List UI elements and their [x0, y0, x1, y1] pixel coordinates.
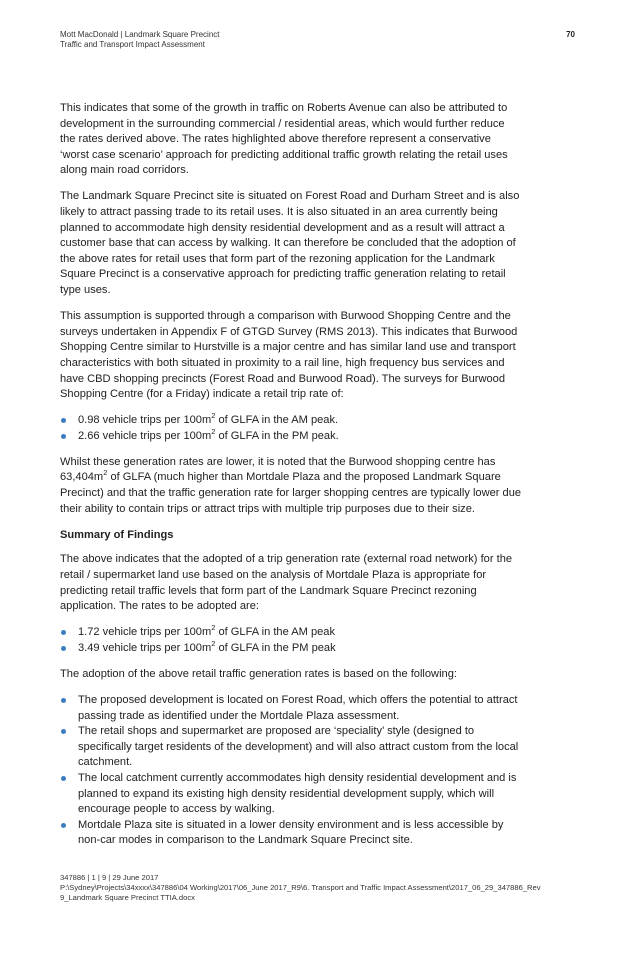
- bullet-list: [60, 625, 522, 656]
- list-item: 0.98 vehicle trips per $100m^2$ of GLFA in the AM peak.: [60, 413, 522, 429]
- page-footer: [60, 859, 550, 902]
- list-item: 3.49 vehicle trips per $100m^2$ of GLFA in the PM peak: [60, 641, 522, 657]
- header-subtitle: Traffic and Transport Impact Assessment: [60, 40, 205, 49]
- footer-reference: 347886 | 1 | 9 | 29 June 2017: [60, 873, 159, 883]
- paragraph: This assumption is supported through a comparison with Burwood Shopping Centre and the surveys undertaken in Appendix F of GTGD Survey (RMS 2013). This indicates that Burwood Shopping Centre similar to Hurstville is a major centre and has similar land use and transport characteristics with both situated in proximity to a rail line, high frequency bus services and have CBD shopping precincts (Forest Road and Burwood Road). The surveys for Burwood Shopping Centre (for a Friday) indicate a retail trip rate of:: [60, 310, 518, 401]
- header-title: Mott MacDonald | Landmark Square Precinct: [60, 30, 220, 39]
- bullet-icon: [61, 418, 66, 423]
- paragraph: The above indicates that the adopted of a trip generation rate (external road network) for the retail / supermarket land use based on the analysis of Mortdale Plaza is appropriate for predicting retail traffic levels that form part of the Landmark Square Precinct rezoning application. The rates to be adopted are:: [60, 553, 513, 613]
- bullet-icon: [61, 646, 66, 651]
- bullet-icon: [61, 434, 66, 439]
- section-heading: Summary of Findings: [60, 528, 174, 541]
- paragraph: This indicates that some of the growth in traffic on Roberts Avenue can also be attributed to development in the surrounding commercial / residential areas, which would further reduce the rates derived above. The rates highlighted above therefore represent a conservative ‘worst case scenario’ approach for predicting additional traffic growth relating the retail uses along main road corridors.: [60, 102, 508, 177]
- bullet-icon: [61, 729, 66, 734]
- list-item: The proposed development is located on Forest Road, which offers the potential to attract passing trade as identified under the Mortdale Plaza assessment.: [60, 693, 522, 724]
- bullet-icon: [61, 630, 66, 635]
- bullet-list: [60, 413, 522, 444]
- list-item: The retail shops and supermarket are proposed are ‘speciality’ style (designed to specifically target residents of the development) and will also attract custom from the local catchment.: [60, 724, 522, 771]
- page-header: [60, 30, 219, 50]
- page-number: 70: [566, 30, 575, 39]
- bullet-list: [60, 693, 522, 849]
- list-item: Mortdale Plaza site is situated in a lower density environment and is less accessible by non-car modes in comparison to the Landmark Square Precinct site.: [60, 818, 522, 849]
- paragraph: Whilst these generation rates are lower, it is noted that the Burwood shopping centre has $63,404m^2$ of GLFA (much higher than Mortdale Plaza and the proposed Landmark Square Precinct) and that the traffic generation rate for larger shopping centres are typically lower due their ability to contain trips or attract trips with multiple trip purposes due to their size.: [60, 455, 522, 515]
- bullet-icon: [61, 698, 66, 703]
- document-body: [60, 101, 522, 859]
- paragraph: The adoption of the above retail traffic generation rates is based on the following:: [60, 667, 457, 680]
- footer-file-path: P:\Sydney\Projects\34xxxx\347886\04 Working\2017\06_June 2017_R9\6. Transport and Traffic Impact Assessment\2017_06_29_347886_Rev 9_Landmark Square Precinct TTIA.docx: [60, 883, 541, 902]
- bullet-icon: [61, 823, 66, 828]
- bullet-icon: [61, 776, 66, 781]
- list-item: 2.66 vehicle trips per $100m^2$ of GLFA in the PM peak.: [60, 429, 522, 445]
- list-item: The local catchment currently accommodates high density residential development and is planned to expand its existing high density residential development supply, which will encourage people to access by walking.: [60, 771, 522, 818]
- paragraph: The Landmark Square Precinct site is situated on Forest Road and Durham Street and is also likely to attract passing trade to its retail uses. It is also situated in an area currently being planned to accommodate high density residential development and as a result will attract a customer base that can access by walking. It can therefore be concluded that the adoption of the above rates for retail uses that form part of the rezoning application for the Landmark Square Precinct is a conservative approach for predicting traffic generation relating to retail type uses.: [60, 190, 520, 297]
- list-item: 1.72 vehicle trips per $100m^2$ of GLFA in the AM peak: [60, 625, 522, 641]
